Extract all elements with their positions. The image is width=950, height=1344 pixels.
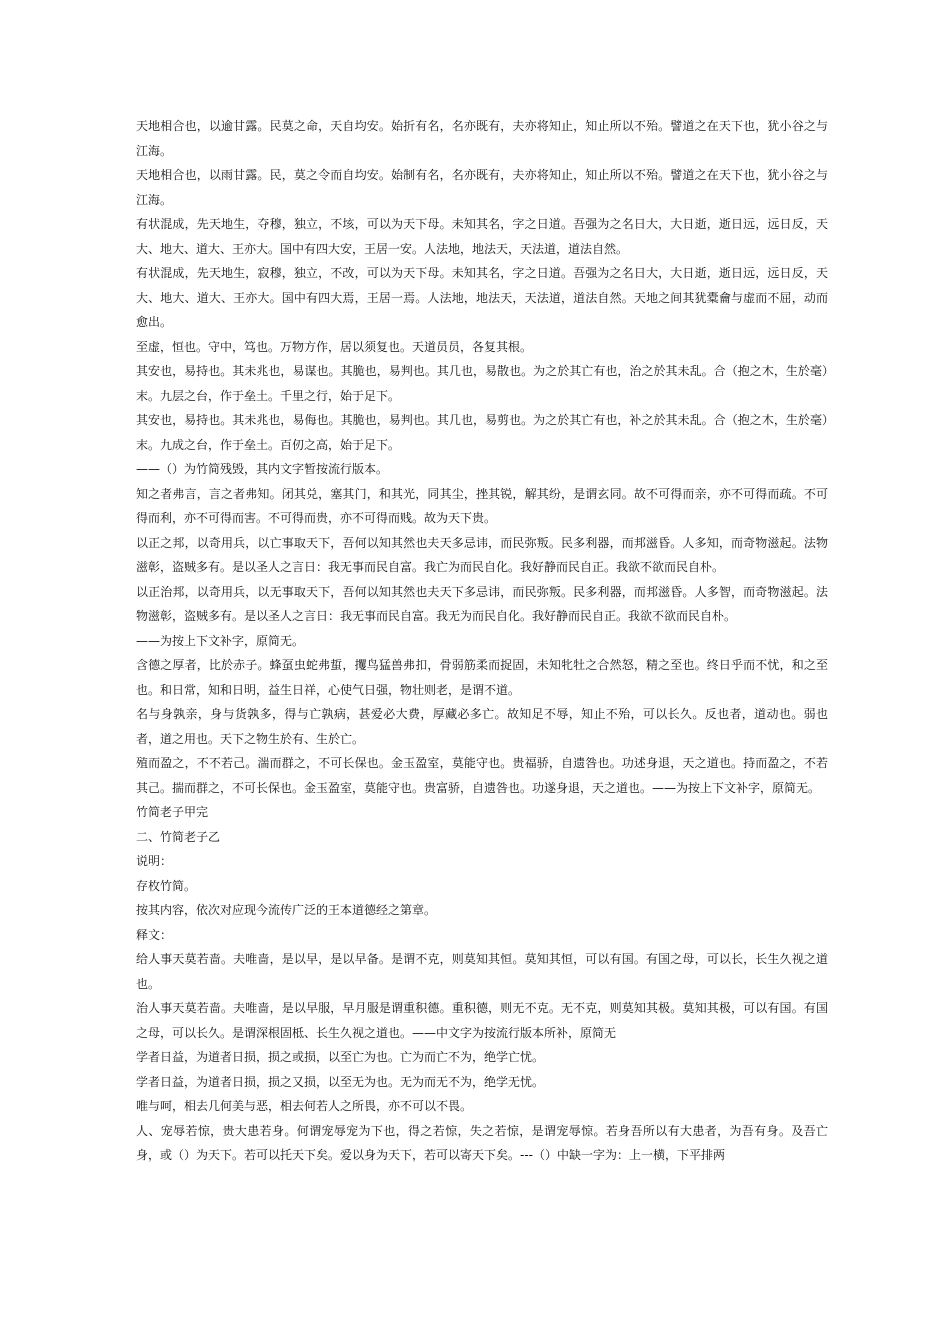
section-end-line: 竹简老子甲完 xyxy=(136,805,209,819)
paragraph: 有状混成，先天地生，夺穆，独立，不垓，可以为天下母。未知其名，字之日道。吾强为之名日大，大日逝，逝日远，远日反，天大、地大、道大、王亦大。国中有四大安，王居一安。人法地，地法天，天法道，道法自然。 xyxy=(136,217,828,256)
paragraph: 天地相合也，以逾甘露。民莫之命，天自均安。始折有名，名亦既有，夫亦将知止，知止所以不殆。譬道之在天下也，犹小谷之与江海。 xyxy=(136,119,828,158)
paragraph: 学者日益，为道者日损，损之或损，以至亡为也。亡为而亡不为，绝学亡忧。 xyxy=(136,1050,545,1064)
paragraph: 按其内容，依次对应现今流传广泛的王本道德经之第章。 xyxy=(136,903,437,917)
note-line: ——（）为竹简残毁，其内文字暂按流行版本。 xyxy=(136,462,389,476)
paragraph: 治人事天莫若啬。夫唯啬，是以早服，早月服是谓重积德。重积德，则无不克。无不克，则莫知其极。莫知其极，可以有国。有国之母，可以长久。是谓深根固柢、长生久视之道也。——中文字为按流行版本所补，原简无 xyxy=(136,1001,828,1040)
label-line: 释文： xyxy=(136,927,173,942)
paragraph: 含德之厚者，比於赤子。蜂虿虫蛇弗蜇，攫鸟猛兽弗扣，骨弱筋柔而捉固，未知牝牡之合然怒，精之至也。终日乎而不忧，和之至也。和日常，知和日明，益生日祥，心使气日强，物壮则老，是谓不道。 xyxy=(136,658,828,697)
paragraph: 殖而盈之，不不若己。湍而群之，不可长保也。金玉盈室，莫能守也。贵福骄，自遗咎也。功述身退，天之道也。持而盈之，不若其己。揣而群之，不可长保也。金玉盈室，莫能守也。贵富骄，自遗咎也。功遂身退，天之道也。——为按上下文补字，原简无。 xyxy=(136,756,828,795)
paragraph: 知之者弗言，言之者弗知。闭其兑，塞其门，和其光，同其尘，挫其锐，解其纷，是谓玄同。故不可得而亲，亦不可得而疏。不可得而利，亦不可得而害。不可得而贵，亦不可得而贱。故为天下贵。 xyxy=(136,486,828,525)
note-line: ——为按上下文补字，原简无。 xyxy=(136,633,305,648)
paragraph: 存枚竹简。 xyxy=(136,878,197,893)
paragraph: 其安也，易持也。其未兆也，易谋也。其脆也，易判也。其几也，易散也。为之於其亡有也，治之於其未乱。合（抱之木，生於毫）末。九层之台，作于垒土。千里之行，始于足下。 xyxy=(136,364,828,403)
paragraph: 人、宠辱若惊，贵大患若身。何谓宠辱宠为下也，得之若惊，失之若惊，是谓宠辱惊。若身吾所以有大患者，为吾有身。及吾亡身，或（）为天下。若可以托天下矣。爱以身为天下，若可以寄天下矣。---（）中缺一字为：上一横，下平排两 xyxy=(136,1123,828,1162)
paragraph: 给人事天莫若啬。夫唯啬，是以早，是以早备。是谓不克，则莫知其恒。莫知其恒，可以有国。有国之母，可以长，长生久视之道也。 xyxy=(136,952,828,991)
paragraph: 天地相合也，以雨甘露。民，莫之令而自均安。始制有名，名亦既有，夫亦将知止，知止所以不殆。譬道之在天下也，犹小谷之与江海。 xyxy=(136,168,828,207)
paragraph: 学者日益，为道者日损，损之又损，以至无为也。无为而无不为，绝学无忧。 xyxy=(136,1074,545,1089)
paragraph: 以正之邦，以奇用兵，以亡事取天下，吾何以知其然也夫天多忌讳，而民弥叛。民多利器，而邦滋昏。人多知，而奇物滋起。法物滋彰，盗贼多有。是以圣人之言日：我无事而民自富。我亡为而民自化。我好静而民自正。我欲不欲而民自朴。 xyxy=(136,535,828,574)
paragraph: 唯与呵，相去几何美与恶，相去何若人之所畏，亦不可以不畏。 xyxy=(136,1099,473,1113)
label-line: 说明： xyxy=(136,854,173,868)
paragraph: 至虚，恒也。守中，笃也。万物方作，居以须复也。天道员员，各复其根。 xyxy=(136,339,533,354)
paragraph: 名与身孰亲，身与货孰多，得与亡孰病，甚爱必大费，厚藏必多亡。故知足不辱，知止不殆，可以长久。反也者，道动也。弱也者，道之用也。天下之物生於有、生於亡。 xyxy=(136,707,828,746)
paragraph: 以正治邦，以奇用兵，以无事取天下，吾何以知其然也夫天下多忌讳，而民弥叛。民多利器，而邦滋昏。人多智，而奇物滋起。法物滋彰，盗贼多有。是以圣人之言日：我无事而民自富。我无为而民自化。我好静而民自正。我欲不欲而民自朴。 xyxy=(136,584,828,623)
paragraph: 其安也，易持也。其未兆也，易侮也。其脆也，易判也。其几也，易剪也。为之於其亡有也，补之於其未乱。合（抱之木，生於毫）末。九成之台，作于垒土。百仞之高，始于足下。 xyxy=(136,413,828,452)
document-body xyxy=(136,114,828,1168)
section-heading: 二、竹简老子乙 xyxy=(136,829,221,844)
paragraph: 有状混成，先天地生，寂穆，独立，不改，可以为天下母。未知其名，字之日道。吾强为之名日大，大日逝，逝日远，远日反，天大、地大、道大、王亦大。国中有四大焉，王居一焉。人法地，地法天，天法道，道法自然。天地之间其犹橐龠与虚而不屈，动而愈出。 xyxy=(136,266,828,329)
